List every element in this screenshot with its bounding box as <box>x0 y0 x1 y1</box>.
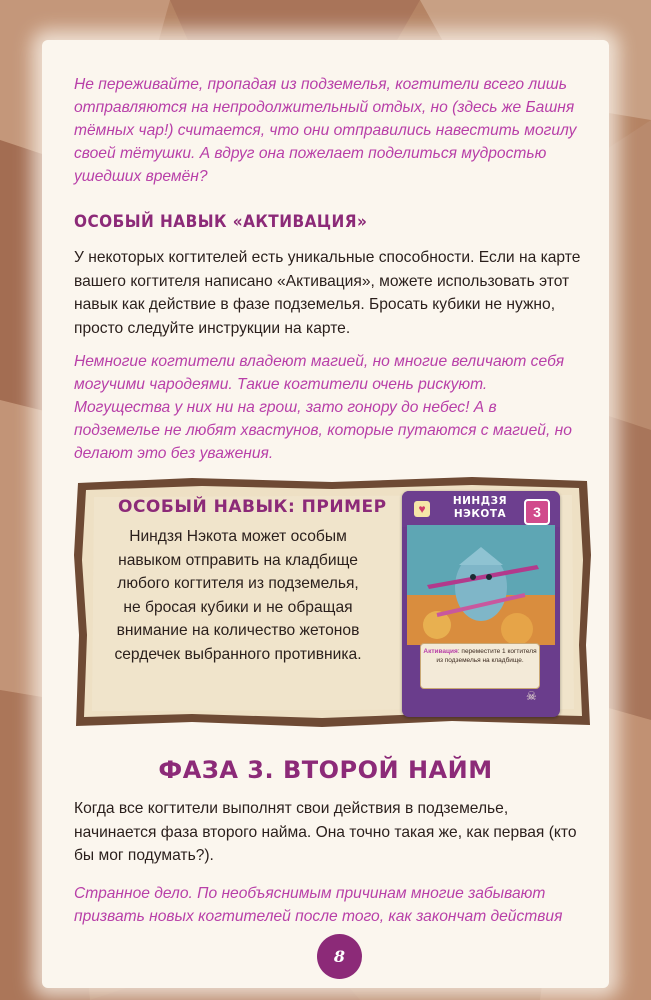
card-illustration <box>407 525 555 645</box>
activation-heading: ОСОБЫЙ НАВЫК «АКТИВАЦИЯ» <box>74 212 368 232</box>
page-number: 8 <box>317 934 362 979</box>
example-box <box>72 475 593 730</box>
card-ability-label: Активация <box>423 648 458 655</box>
phase3-note: Странное дело. По необъяснимым причинам многие забывают призвать новых когтителей после того, как закончат действия <box>74 884 563 925</box>
phase3-content <box>74 797 594 928</box>
phase3-body: Когда все когтители выполнят свои действия в подземелье, начинается фаза второго найма. Она точно такая же, как первая (кто бы мог подумать?). <box>74 800 577 864</box>
card-name-line1: НИНДЗЯ <box>452 495 508 507</box>
activation-note: Немногие когтители владеют магией, но многие величают себя могучими чародеями. Такие когтители очень рискуют. Могущества у них ни на грош, зато гонору до небес! А в подземелье не любят хвастунов, которые путаются с магией, но делают это без уважения. <box>74 353 572 462</box>
card-ability-text: : переместите 1 когтителя из подземелья на кладбище. <box>436 648 537 664</box>
phase3-heading: ФАЗА 3. ВТОРОЙ НАЙМ <box>158 756 493 784</box>
example-title: ОСОБЫЙ НАВЫК: ПРИМЕР <box>118 497 387 517</box>
skull-icon: ☠ <box>526 689 537 703</box>
main-content <box>74 73 594 465</box>
card-name-line2: НЭКОТА <box>453 508 507 520</box>
example-text: Ниндзя Нэкота может особым навыком отправить на кладбище любого когтителя из подземелья, не бросая кубики и не обращая внимание на количество жетонов сердечек выбранного противника. <box>114 528 362 663</box>
activation-body: У некоторых когтителей есть уникальные способности. Если на карте вашего когтителя написано «Активация», можете использовать этот навык как действие в фазе подземелья. Бросать кубики не нужно, просто следуйте инструкции на карте. <box>74 249 581 337</box>
character-card <box>402 491 560 717</box>
card-cost-badge: 3 <box>524 499 550 525</box>
intro-note: Не переживайте, пропадая из подземелья, когтители всего лишь отправляются на непродолжительный отдых, но (здесь же Башня тёмных чар!) считается, что они отправились навестить могилу своей тётушки. А вдруг она пожелает поделиться мудростью ушедших времён? <box>74 76 577 185</box>
heart-icon: ♥ <box>414 501 430 517</box>
card-ability-box <box>420 643 540 689</box>
card-name <box>442 495 518 521</box>
